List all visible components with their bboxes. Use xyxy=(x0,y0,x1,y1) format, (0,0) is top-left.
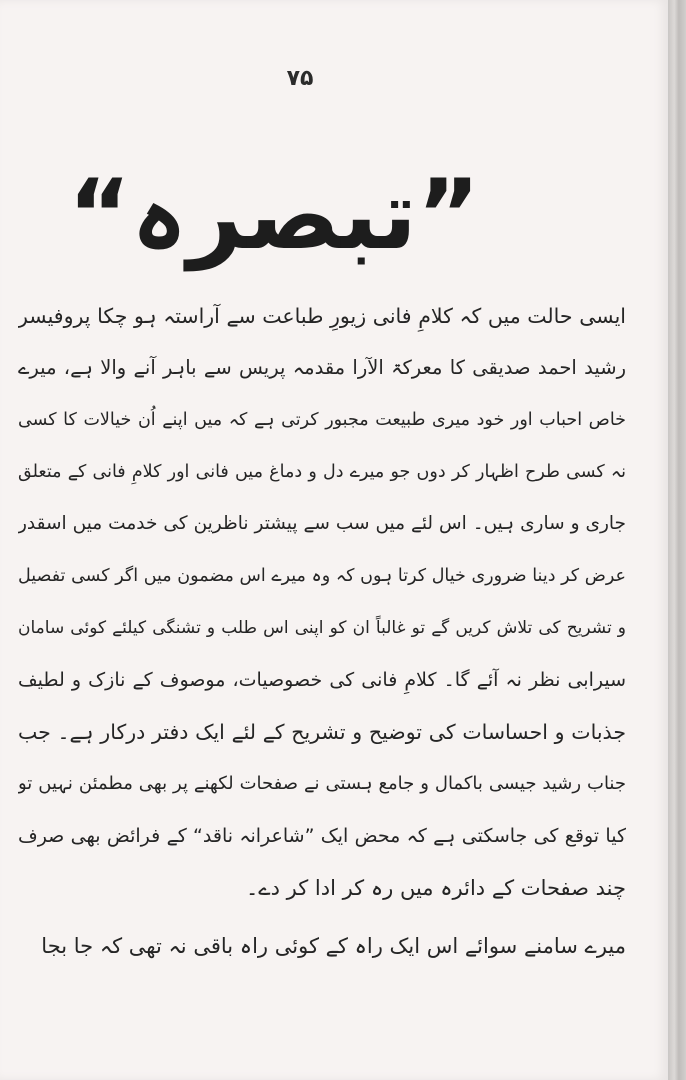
text-line: و تشریح کی تلاش کریں گے تو غالباً ان کو اپنی اس طلب و تشنگی کیلئے کوئی سامان xyxy=(18,618,626,638)
page-title: ”تبصرہ“ xyxy=(68,159,480,271)
text-line: چند صفحات کے دائرہ میں رہ کر ادا کر دے۔ xyxy=(246,876,626,900)
page-number: ۷۵ xyxy=(286,66,314,91)
paragraph-1 xyxy=(18,290,626,914)
text-line: جاری و ساری ہیں۔ اس لئے میں سب سے پیشتر ناظرین کی خدمت میں اسقدر xyxy=(18,513,626,534)
text-line: جناب رشید جیسی باکمال و جامع ہستی نے صفحات لکھنے پر بھی مطمئن نہیں تو xyxy=(18,773,626,794)
title-container xyxy=(68,150,480,280)
text-line: کیا توقع کی جاسکتی ہے کہ محض ایک ”شاعرانہ ناقد“ کے فرائض بھی صرف xyxy=(18,825,626,847)
text-line: نہ کسی طرح اظہار کر دوں جو میرے دل و دماغ میں فانی اور کلامِ فانی کے متعلق xyxy=(18,462,626,482)
paragraph-2: میرے سامنے سوائے اس ایک راہ کے کوئی راہ باقی نہ تھی کہ جا بجا xyxy=(41,934,626,958)
text-line: سیرابی نظر نہ آئے گا۔ کلامِ فانی کی خصوصیات، موصوف کے نازک و لطیف xyxy=(18,669,626,691)
text-line: ایسی حالت میں کہ کلامِ فانی زیورِ طباعت سے آراستہ ہو چکا پروفیسر xyxy=(18,304,626,328)
text-line: رشید احمد صدیقی کا معرکۃ الآرا مقدمہ پریس سے باہر آنے والا ہے، میرے xyxy=(18,356,626,379)
text-line: خاص احباب اور خود میری طبیعت مجبور کرتی ہے کہ میں اپنے اُن خیالات کا کسی xyxy=(18,410,626,430)
page-binding-edge xyxy=(668,0,686,1080)
text-line: عرض کر دینا ضروری خیال کرتا ہوں کہ وہ میرے اس مضمون میں اگر کسی تفصیل xyxy=(18,566,626,586)
text-line: جذبات و احساسات کی توضیح و تشریح کے لئے ایک دفتر درکار ہے۔ جب xyxy=(18,720,626,744)
